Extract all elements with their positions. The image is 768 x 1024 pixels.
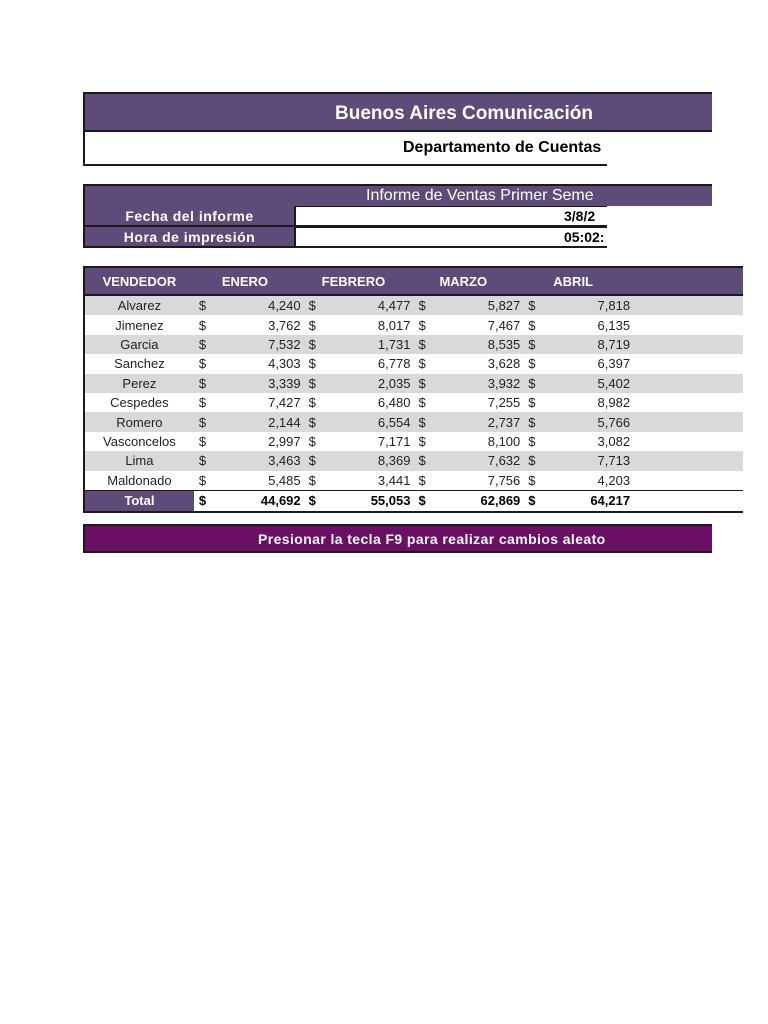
sales-value-cell[interactable]: 8,982 <box>546 393 633 412</box>
currency-cell[interactable]: $ <box>304 335 327 354</box>
currency-cell[interactable]: $ <box>304 393 327 412</box>
sales-value-cell[interactable]: 6,135 <box>546 315 633 334</box>
table-row <box>84 412 743 431</box>
overflow-cell <box>633 393 743 412</box>
sales-value-cell[interactable]: 1,731 <box>327 335 414 354</box>
currency-cell[interactable]: $ <box>523 335 546 354</box>
sales-value-cell[interactable]: 2,997 <box>217 432 304 451</box>
table-row <box>84 471 743 491</box>
sales-value-cell[interactable]: 4,240 <box>217 295 304 315</box>
overflow-cell <box>633 354 743 373</box>
vendor-name-cell[interactable]: Cespedes <box>84 393 194 412</box>
sales-value-cell[interactable]: 7,427 <box>217 393 304 412</box>
currency-cell[interactable]: $ <box>413 432 436 451</box>
sales-value-cell[interactable]: 3,628 <box>436 354 523 373</box>
overflow-cell <box>633 451 743 470</box>
sales-value-cell[interactable]: 2,035 <box>327 374 414 393</box>
sales-value-cell[interactable]: 7,255 <box>436 393 523 412</box>
report-date-value: 3/8/2 <box>564 208 596 224</box>
sales-value-cell[interactable]: 3,762 <box>217 315 304 334</box>
currency-cell[interactable]: $ <box>194 393 217 412</box>
overflow-cell <box>633 412 743 431</box>
total-currency[interactable]: $ <box>523 490 546 512</box>
sales-value-cell[interactable]: 7,171 <box>327 432 414 451</box>
currency-cell[interactable]: $ <box>194 471 217 491</box>
overflow-cell <box>633 315 743 334</box>
currency-cell[interactable]: $ <box>523 315 546 334</box>
currency-cell[interactable]: $ <box>304 374 327 393</box>
header-enero[interactable]: ENERO <box>194 267 304 295</box>
overflow-cell <box>633 335 743 354</box>
sales-value-cell[interactable]: 7,467 <box>436 315 523 334</box>
sales-value-cell[interactable]: 3,339 <box>217 374 304 393</box>
sales-value-cell[interactable]: 3,463 <box>217 451 304 470</box>
sales-value-cell[interactable]: 7,532 <box>217 335 304 354</box>
currency-cell[interactable]: $ <box>194 374 217 393</box>
currency-cell[interactable]: $ <box>304 432 327 451</box>
currency-cell[interactable]: $ <box>413 315 436 334</box>
table-body <box>84 295 743 490</box>
sales-value-cell[interactable]: 7,632 <box>436 451 523 470</box>
currency-cell[interactable]: $ <box>194 295 217 315</box>
table-row <box>84 295 743 315</box>
header-marzo[interactable]: MARZO <box>413 267 523 295</box>
currency-cell[interactable]: $ <box>413 471 436 491</box>
total-overflow <box>633 490 743 512</box>
total-febrero[interactable]: 55,053 <box>327 490 414 512</box>
sales-value-cell[interactable]: 6,397 <box>546 354 633 373</box>
currency-cell[interactable]: $ <box>413 412 436 431</box>
sales-value-cell[interactable]: 4,303 <box>217 354 304 373</box>
table-header-row <box>84 267 743 295</box>
overflow-cell <box>633 471 743 491</box>
sales-value-cell[interactable]: 4,203 <box>546 471 633 491</box>
currency-cell[interactable]: $ <box>304 315 327 334</box>
currency-cell[interactable]: $ <box>194 315 217 334</box>
vendor-name-cell[interactable]: Perez <box>84 374 194 393</box>
sales-value-cell[interactable]: 3,441 <box>327 471 414 491</box>
currency-cell[interactable]: $ <box>304 354 327 373</box>
table-row <box>84 451 743 470</box>
vendor-name-cell[interactable]: Garcia <box>84 335 194 354</box>
currency-cell[interactable]: $ <box>413 393 436 412</box>
report-date-label[interactable]: Fecha del informe <box>83 206 294 227</box>
currency-cell[interactable]: $ <box>413 451 436 470</box>
currency-cell[interactable]: $ <box>194 335 217 354</box>
sales-value-cell[interactable]: 5,402 <box>546 374 633 393</box>
currency-cell[interactable]: $ <box>523 412 546 431</box>
currency-cell[interactable]: $ <box>523 451 546 470</box>
header-overflow <box>633 267 743 295</box>
table-row <box>84 374 743 393</box>
print-time-row <box>83 227 607 248</box>
currency-cell[interactable]: $ <box>413 295 436 315</box>
table-row <box>84 432 743 451</box>
currency-cell[interactable]: $ <box>413 354 436 373</box>
currency-cell[interactable]: $ <box>304 412 327 431</box>
sales-table <box>83 266 743 513</box>
sales-value-cell[interactable]: 8,369 <box>327 451 414 470</box>
report-title-bar[interactable] <box>83 184 712 206</box>
vendor-name-cell[interactable]: Vasconcelos <box>84 432 194 451</box>
vendor-name-cell[interactable]: Sanchez <box>84 354 194 373</box>
total-abril[interactable]: 64,217 <box>546 490 633 512</box>
sales-value-cell[interactable]: 5,766 <box>546 412 633 431</box>
total-enero[interactable]: 44,692 <box>217 490 304 512</box>
department-title: Departamento de Cuentas <box>403 139 602 156</box>
report-date-cell[interactable] <box>294 206 607 227</box>
currency-cell[interactable]: $ <box>194 354 217 373</box>
report-title: Informe de Ventas Primer Seme <box>366 187 594 204</box>
sales-value-cell[interactable]: 3,082 <box>546 432 633 451</box>
currency-cell[interactable]: $ <box>523 374 546 393</box>
table-row <box>84 315 743 334</box>
vendor-name-cell[interactable]: Alvarez <box>84 295 194 315</box>
sales-value-cell[interactable]: 6,778 <box>327 354 414 373</box>
sales-value-cell[interactable]: 8,535 <box>436 335 523 354</box>
currency-cell[interactable]: $ <box>523 432 546 451</box>
vendor-name-cell[interactable]: Jimenez <box>84 315 194 334</box>
currency-cell[interactable]: $ <box>523 354 546 373</box>
sales-value-cell[interactable]: 5,485 <box>217 471 304 491</box>
currency-cell[interactable]: $ <box>523 295 546 315</box>
sales-value-cell[interactable]: 2,737 <box>436 412 523 431</box>
overflow-cell <box>633 295 743 315</box>
currency-cell[interactable]: $ <box>194 451 217 470</box>
currency-cell[interactable]: $ <box>194 432 217 451</box>
header-abril[interactable]: ABRIL <box>523 267 633 295</box>
overflow-cell <box>633 432 743 451</box>
total-currency[interactable]: $ <box>304 490 327 512</box>
report-date-row <box>83 206 607 227</box>
sales-value-cell[interactable]: 3,932 <box>436 374 523 393</box>
vendor-name-cell[interactable]: Maldonado <box>84 471 194 491</box>
sales-value-cell[interactable]: 6,554 <box>327 412 414 431</box>
sales-value-cell[interactable]: 7,818 <box>546 295 633 315</box>
currency-cell[interactable]: $ <box>304 451 327 470</box>
table-row <box>84 354 743 373</box>
sales-value-cell[interactable]: 6,480 <box>327 393 414 412</box>
department-bar[interactable] <box>83 132 607 166</box>
vendor-name-cell[interactable]: Romero <box>84 412 194 431</box>
table-row <box>84 335 743 354</box>
print-time-value: 05:02: <box>564 229 605 245</box>
currency-cell[interactable]: $ <box>523 393 546 412</box>
f9-instruction-text: Presionar la tecla F9 para realizar cambios aleato <box>258 531 606 547</box>
total-currency[interactable]: $ <box>413 490 436 512</box>
currency-cell[interactable]: $ <box>304 471 327 491</box>
sales-value-cell[interactable]: 8,017 <box>327 315 414 334</box>
sales-value-cell[interactable]: 8,719 <box>546 335 633 354</box>
currency-cell[interactable]: $ <box>304 295 327 315</box>
currency-cell[interactable]: $ <box>523 471 546 491</box>
sales-value-cell[interactable]: 4,477 <box>327 295 414 315</box>
currency-cell[interactable]: $ <box>413 335 436 354</box>
total-label[interactable]: Total <box>84 490 194 512</box>
total-marzo[interactable]: 62,869 <box>436 490 523 512</box>
header-vendedor[interactable]: VENDEDOR <box>84 267 194 295</box>
company-title: Buenos Aires Comunicación <box>335 103 593 124</box>
sales-value-cell[interactable]: 8,100 <box>436 432 523 451</box>
company-title-bar[interactable] <box>83 92 712 132</box>
currency-cell[interactable]: $ <box>413 374 436 393</box>
f9-instruction-bar[interactable] <box>83 524 712 553</box>
sales-value-cell[interactable]: 2,144 <box>217 412 304 431</box>
total-currency[interactable]: $ <box>194 490 217 512</box>
table-row <box>84 393 743 412</box>
vendor-name-cell[interactable]: Lima <box>84 451 194 470</box>
overflow-cell <box>633 374 743 393</box>
sales-value-cell[interactable]: 7,756 <box>436 471 523 491</box>
totals-row <box>84 490 743 512</box>
print-time-label[interactable]: Hora de impresión <box>83 227 294 248</box>
print-time-cell[interactable] <box>294 227 607 248</box>
currency-cell[interactable]: $ <box>194 412 217 431</box>
header-febrero[interactable]: FEBRERO <box>304 267 414 295</box>
sales-value-cell[interactable]: 7,713 <box>546 451 633 470</box>
sales-value-cell[interactable]: 5,827 <box>436 295 523 315</box>
sales-table-container <box>83 266 631 513</box>
